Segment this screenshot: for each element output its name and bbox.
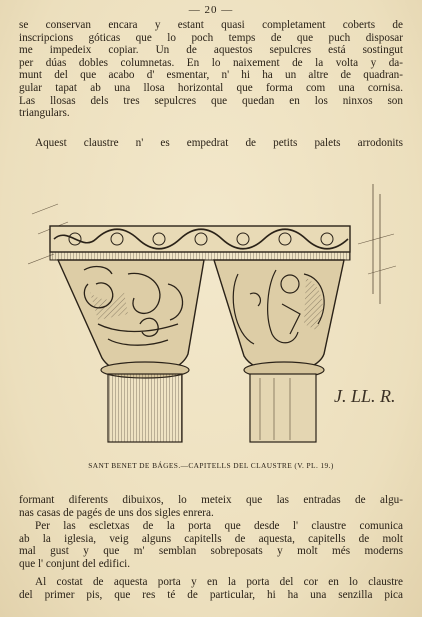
paragraph-sepulcres [19, 19, 403, 120]
text-line: inscripcions góticas que lo poch temps de que puch disposar [19, 31, 403, 44]
page-number: — 20 — [188, 4, 234, 16]
capitals-engraving [28, 174, 396, 444]
text-line: per dúas dobles columnetas. En lo naixement de la volta y da- [19, 56, 403, 69]
text-line: Per las escletxas de la porta que desde l' claustre comunica [35, 520, 403, 532]
text-line: Aquest claustre n' es empedrat de petits palets arrodonits [35, 137, 403, 149]
text-line: formant diferents dibuixos, lo meteix que las entradas de algu- [19, 494, 403, 506]
text-line: se conservan encara y estant quasi completament coberts de [19, 19, 403, 31]
text-line: del primer pis, que res té de particular, hi ha una senzilla pica [19, 588, 403, 601]
paragraph-dibuixos [19, 494, 403, 519]
text-line: Las llosas dels tres sepulcres que quedan en los ninxos son [19, 94, 403, 107]
text-line: ab la iglesia, veig alguns capitells de aquesta, capitells de molt [19, 532, 403, 545]
text-line: mal gust y que m' semblan sobreposats y molt més moderns [19, 545, 403, 558]
text-line: Al costat de aquesta porta y en la porta del cor en lo claustre [35, 576, 403, 588]
text-line: gular tapat ab una llosa horizontal que forma com una cornisa. [19, 81, 403, 94]
paragraph-porta [19, 576, 403, 601]
figure-caption: SANT BENET DE BÁGES.—CAPITELLS DEL CLAUSTRE (V. PL. 19.) [88, 461, 334, 470]
paragraph-claustre [19, 137, 403, 150]
paragraph-escletxas [19, 520, 403, 570]
text-line: triangulars. [19, 107, 70, 120]
artist-signature: J. LL. R. [334, 386, 396, 406]
text-line: me impedeix copiar. Un de aquestos sepulcres está sostingut [19, 44, 403, 57]
text-line: que l' conjunt del edifici. [19, 557, 131, 570]
text-line: munt del que acabo d' esmentar, n' hi ha un altre de quadran- [19, 69, 403, 82]
text-line: nas casas de pagés de uns dos sigles enrera. [19, 506, 214, 519]
